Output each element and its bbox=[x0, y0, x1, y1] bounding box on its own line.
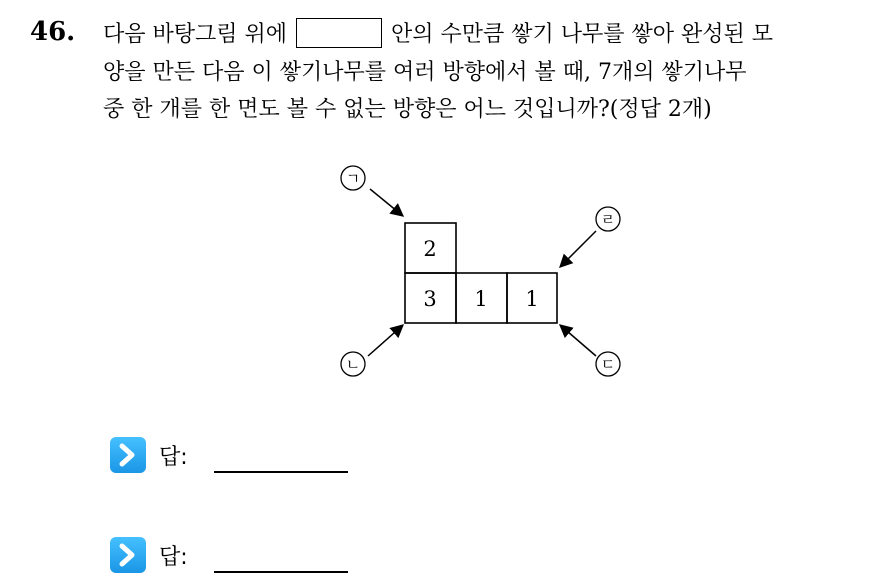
label-top-left-text: ㄱ bbox=[345, 169, 361, 188]
question-line-1-after: 안의 수만큼 쌓기 나무를 쌓아 완성된 모 bbox=[391, 22, 774, 47]
question-line-3: 중 한 개를 한 면도 볼 수 없는 방향은 어느 것입니까?(정답 2개) bbox=[103, 97, 712, 122]
label-top-right bbox=[596, 207, 620, 231]
grid-number-top: 2 bbox=[423, 237, 437, 261]
arrow-top-right bbox=[560, 231, 596, 267]
label-bottom-right bbox=[596, 352, 620, 376]
label-top-left bbox=[341, 166, 365, 190]
question-line-2: 양을 만든 다음 이 쌓기나무를 여러 방향에서 볼 때, 7개의 쌓기나무 bbox=[103, 60, 747, 85]
arrow-bottom-left bbox=[368, 325, 403, 356]
answer-blank[interactable] bbox=[214, 471, 348, 473]
label-top-right-text: ㄹ bbox=[600, 210, 616, 229]
chevron-right-icon bbox=[110, 537, 146, 573]
grid-number-bottom-left: 3 bbox=[423, 287, 437, 311]
chevron-right-icon bbox=[110, 437, 146, 473]
grid-number-bottom-mid: 1 bbox=[474, 287, 488, 311]
arrow-bottom-right bbox=[560, 325, 596, 356]
answer-row-1 bbox=[110, 437, 360, 477]
answer-label: 답: bbox=[159, 445, 188, 470]
grid-number-bottom-right: 1 bbox=[525, 287, 539, 311]
label-bottom-right-text: ㄷ bbox=[600, 355, 616, 374]
answer-label: 답: bbox=[159, 545, 188, 570]
arrow-top-left bbox=[370, 189, 403, 216]
question-line-1-before: 다음 바탕그림 위에 bbox=[103, 22, 288, 47]
answer-row-2 bbox=[110, 537, 360, 577]
label-bottom-left bbox=[341, 352, 365, 376]
question-number: 46. bbox=[30, 17, 76, 47]
answer-blank[interactable] bbox=[214, 571, 348, 573]
label-bottom-left-text: ㄴ bbox=[345, 355, 361, 374]
